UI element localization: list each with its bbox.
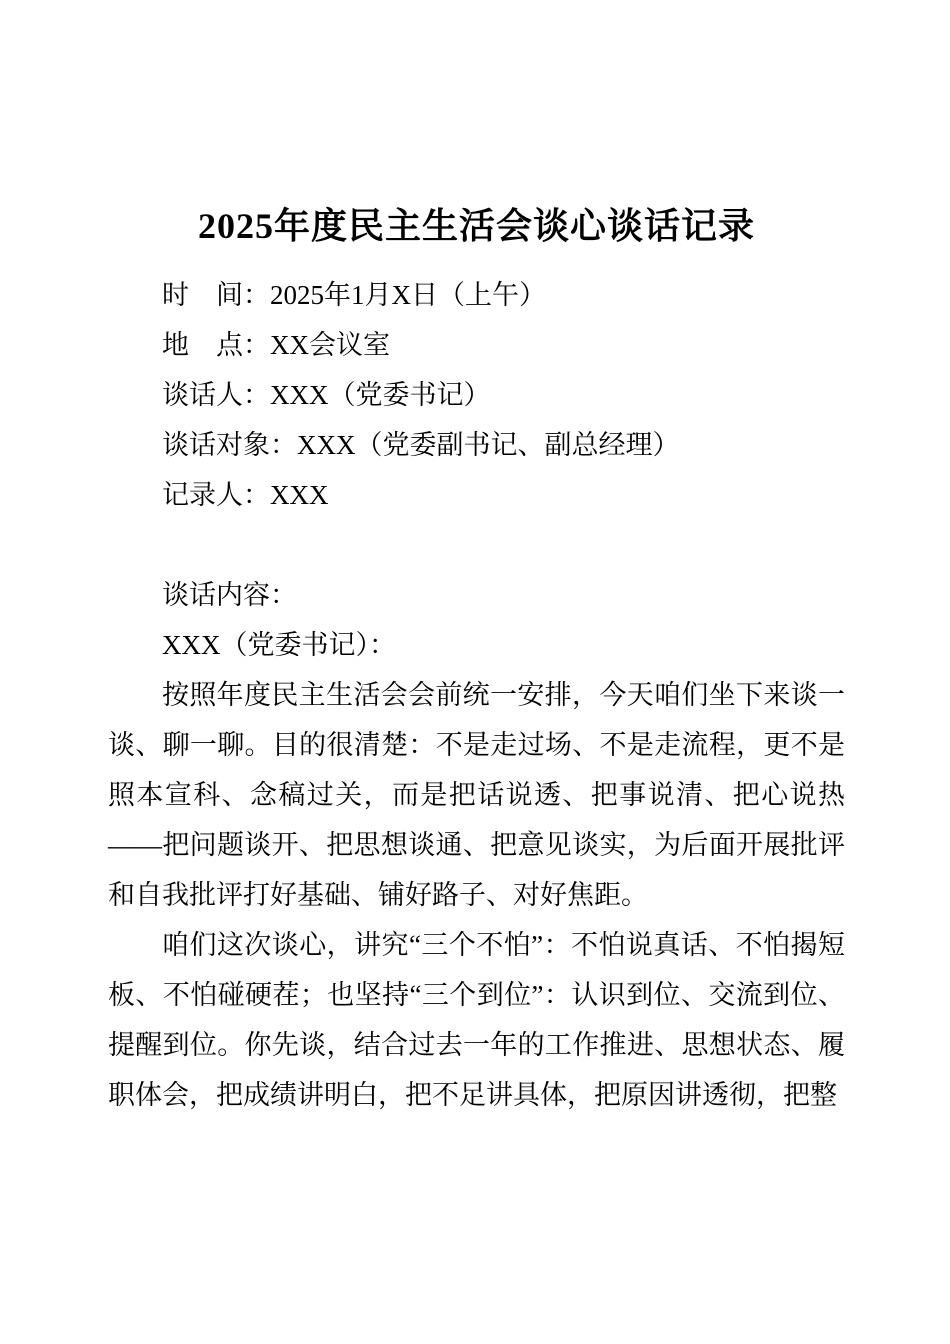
speaker-heading: XXX（党委书记）： [162, 630, 396, 660]
document-title: 2025年度民主生活会谈心谈话记录 [197, 206, 755, 246]
meta-line-location: 地 点：XX会议室 [162, 330, 390, 360]
paragraph-opening-remarks: 按照年度民主生活会会前统一安排，今天咱们坐下来谈一谈、聊一聊。目的很清楚：不是走过场、不是走流程，更不是照本宣科、念稿过关，而是把话说透、把事说清、把心说热——把问题谈开、把思想谈通、把意见谈实，为后面开展批评和自我批评打好基础、铺好路子、对好焦距。 [108, 680, 845, 910]
paragraph-three-principles: 咱们这次谈心，讲究“三个不怕”：不怕说真话、不怕揭短板、不怕碰硬茬；也坚持“三个到位”：认识到位、交流到位、提醒到位。你先谈，结合过去一年的工作推进、思想状态、履职体会，把成绩讲明白，把不足讲具体，把原因讲透彻，把整 [108, 930, 845, 1110]
meta-line-recorder: 记录人：XXX [162, 480, 329, 510]
content-heading: 谈话内容： [162, 580, 297, 610]
meta-line-interviewer: 谈话人：XXX（党委书记） [162, 380, 491, 410]
blank-line [108, 520, 845, 570]
meta-line-interviewee: 谈话对象：XXX（党委副书记、副总经理） [162, 430, 680, 460]
meta-line-time: 时 间：2025年1月X日（上午） [162, 280, 546, 310]
